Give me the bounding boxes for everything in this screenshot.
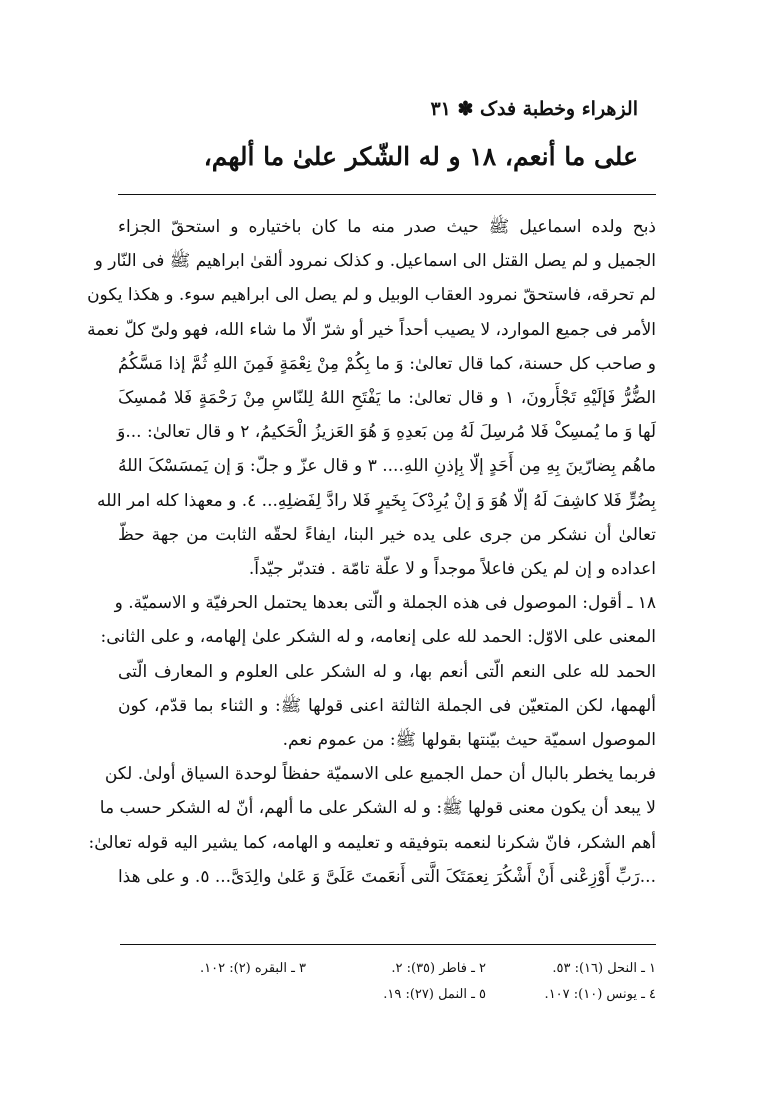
text-line: لَها وَ ما یُمسِکْ فَلا مُرسِلَ لَهُ مِن بَعدِهِ وَ هُوَ العَزیزُ الْحَکیمُ، ٢ و قال تعالیٰ: ...وَ <box>117 422 656 443</box>
text-line: ١٨ ـ أقول: الموصول فی هذه الجملة و الّتی بعدها یحتمل الحرفیّة و الاسمیّة. و <box>114 593 656 614</box>
text-line: لم تحرقه، فاستحقّ نمرود العقاب الوبیل و لم یصل الی ابراهیم سوء. و هکذا یکون <box>87 285 656 306</box>
text-line: لا یبعد أن یکون معنی قولها ﷺ: و له الشکر علی ما ألهم، أنّ له الشکر حسب ما <box>99 798 656 819</box>
text-line: فربما یخطر بالبال أن حمل الجمیع علی الاسمیّة حفظاً لوحدة السیاق أولیٰ. لکن <box>104 764 656 785</box>
footnotes <box>120 956 656 1008</box>
text-line: أهم الشکر، فانّ شکرنا لنعمه بتوفیقه و تعلیمه و الهامه، کما یشیر الیه قوله تعالیٰ: <box>88 832 656 853</box>
text-line: الضُّرُّ فَإلَیْهِ تَجْأَرونَ، ١ و قال تعالیٰ: ما یَفْتَحِ اللهُ لِلنّاسِ مِنْ رَحْمَةٍ فَلا مُمسِکَ <box>118 388 656 409</box>
text-line: ذبح ولده اسماعیل ﷺ حیث صدر منه ما کان باختیاره و استحقّ الجزاء <box>118 217 656 237</box>
running-header: الزهراء وخطبة فدک ✽ ٣١ <box>430 98 638 120</box>
footnote-entry: ٣ ـ البقره (٢): ١٠٢. <box>200 961 306 976</box>
footnote-entry: ٥ ـ النمل (٢٧): ١٩. <box>383 987 486 1002</box>
text-line: و صاحب کل حسنة، کما قال تعالیٰ: وَ ما بِکُمْ مِنْ نِعْمَةٍ فَمِنَ اللهِ ثُمَّ إذا مَسَّکُمُ <box>118 353 656 374</box>
text-line: الجمیل و لم یصل القتل الی اسماعیل. و کذلک نمرود ألقیٰ ابراهیم ﷺ فی النّار و <box>94 251 656 272</box>
title-line: علی ما أنعم، ١٨ و له الشّکر علیٰ ما ألهم، <box>203 142 638 171</box>
body-text <box>87 210 656 894</box>
footnote-row <box>120 956 656 982</box>
footnote-row <box>120 982 656 1008</box>
text-line: تعالیٰ أن نشکر من جری علی یده خیر البنا، ایفاءً لحقّه الثابت من جهة حظّ <box>118 524 656 545</box>
text-line: ...رَبِّ أَوْزِعْنی أَنْ أَشْکُرَ نِعمَتَکَ الَّتی أَنعَمتَ عَلَیَّ وَ عَلیٰ والِدَیَّ... ٥. و علی هذا <box>117 866 656 887</box>
footnote-entry: ١ ـ النحل (١٦): ٥٣. <box>552 961 656 976</box>
text-line: المعنی علی الاوّل: الحمد لله علی إنعامه، و له الشکر علیٰ إلهامه، و علی الثانی: <box>100 627 656 648</box>
text-line: ماهُم بِضارّینَ بِهِ مِن أَحَدٍ إلّا بِإذنِ اللهِ.... ٣ و قال عزّ و جلّ: وَ إن یَمسَسْکَ اللهُ <box>118 456 656 477</box>
footnote-divider <box>120 944 656 945</box>
footnote-entry: ٤ ـ یونس (١٠): ١٠٧. <box>544 987 656 1002</box>
footnote-entry <box>120 982 306 1008</box>
text-line: ألهمها، لکن المتعیّن فی الجملة الثالثة اعنی قولها ﷺ: و الثناء بما قدّم، کون <box>118 695 656 716</box>
text-line: الحمد لله علی النعم الّتی أنعم بها، و له الشکر علی العلوم و المعارف الّتی <box>118 661 656 682</box>
text-line: اعداده و إن لم یکن فاعلاً موجداً و لا علّة تامّة . فتدبّر جیّداً. <box>248 559 656 580</box>
text-line: الأمر فی جمیع الموارد، لا یصیب أحداً خیر أو شرّ الّا ما شاء الله، فهو ولیّ کلّ نعمة <box>87 319 656 340</box>
footnote-entry: ٢ ـ فاطر (٣٥): ٢. <box>391 961 486 976</box>
text-line: بِضُرٍّ فَلا کاشِفَ لَهُ إلّا هُوَ وَ إنْ یُرِدْکَ بِخَیرٍ فَلا رادَّ لِفَضلِهِ... ٤. و معهذا کله امر الله <box>97 490 656 511</box>
header-divider <box>118 194 656 195</box>
text-line: الموصول اسمیّة حیث بیّنتها بقولها ﷺ: من عموم نعم. <box>282 730 656 751</box>
